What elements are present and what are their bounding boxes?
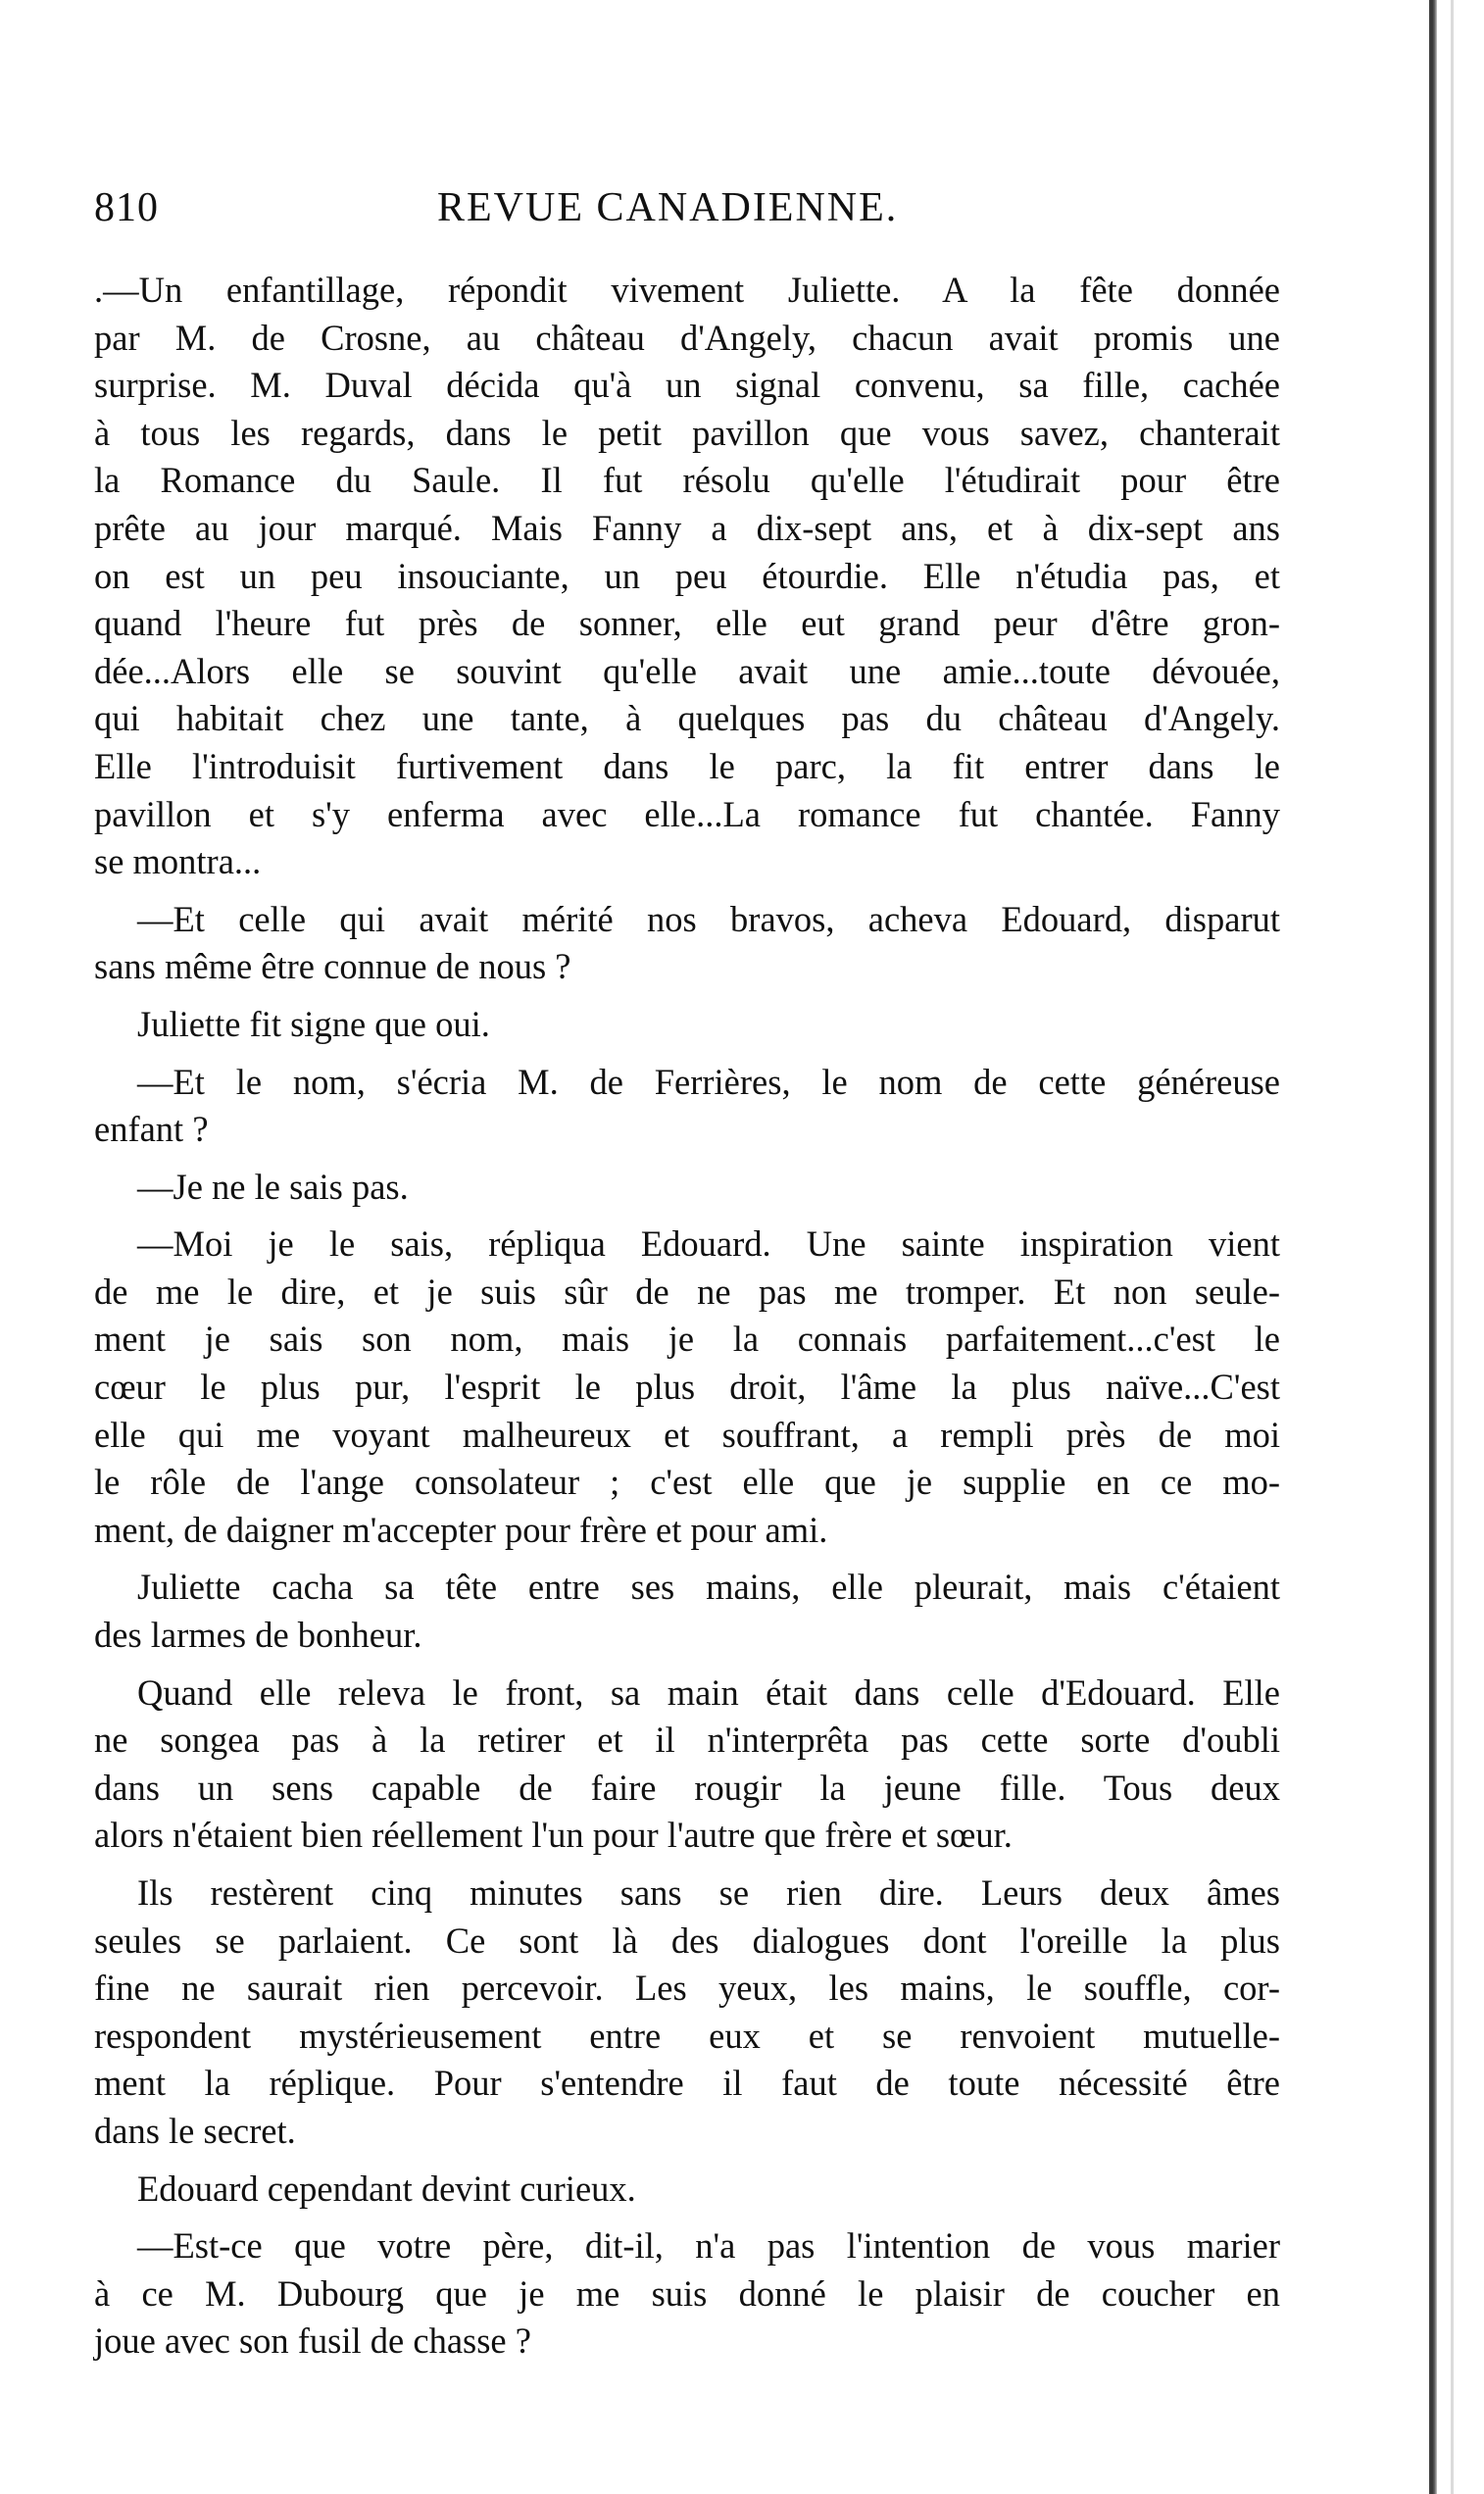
text-line: dans un sens capable de faire rougir la jeune fille. Tous deux <box>94 1767 1280 1808</box>
paragraph <box>94 2222 1280 2366</box>
text-line: Juliette cacha sa tête entre ses mains, elle pleurait, mais c'étaient <box>137 1567 1280 1608</box>
text-line: quand l'heure fut près de sonner, elle eut grand peur d'être gron- <box>94 603 1280 644</box>
text-line: alors n'étaient bien réellement l'un pour l'autre que frère et sœur. <box>94 1815 1013 1856</box>
text-line: de me le dire, et je suis sûr de ne pas me tromper. Et non seule- <box>94 1271 1280 1312</box>
text-line: se montra... <box>94 841 262 882</box>
running-title: REVUE CANADIENNE. <box>437 185 899 230</box>
text-line: ment la réplique. Pour s'entendre il faut de toute nécessité être <box>94 2063 1280 2104</box>
binding-shadow <box>1451 0 1454 2494</box>
text-line: ne songea pas à la retirer et il n'interprêta pas cette sorte d'oubli <box>94 1720 1280 1761</box>
text-line: —Et le nom, s'écria M. de Ferrières, le nom de cette généreuse <box>137 1061 1280 1102</box>
paragraph <box>94 2166 1280 2214</box>
text-line: Juliette fit signe que oui. <box>137 1003 490 1044</box>
paragraph <box>94 1221 1280 1554</box>
paragraph <box>94 1001 1280 1049</box>
text-line: surprise. M. Duval décida qu'à un signal convenu, sa fille, cachée <box>94 365 1280 406</box>
text-line: —Moi je le sais, répliqua Edouard. Une sainte inspiration vient <box>137 1223 1280 1265</box>
page-number: 810 <box>94 185 159 230</box>
text-line: des larmes de bonheur. <box>94 1615 422 1656</box>
text-line: dans le secret. <box>94 2110 296 2151</box>
text-line: seules se parlaient. Ce sont là des dialogues dont l'oreille la plus <box>94 1920 1280 1961</box>
text-line: qui habitait chez une tante, à quelques pas du château d'Angely. <box>94 698 1280 739</box>
text-line: sans même être connue de nous ? <box>94 946 571 987</box>
text-line: ment, de daigner m'accepter pour frère et pour ami. <box>94 1509 828 1550</box>
text-line: —Et celle qui avait mérité nos bravos, acheva Edouard, disparut <box>137 898 1280 939</box>
paragraph <box>94 1059 1280 1154</box>
text-line: cœur le plus pur, l'esprit le plus droit, l'âme la plus naïve...C'est <box>94 1367 1280 1408</box>
text-line: —Est-ce que votre père, dit-il, n'a pas l'intention de vous marier <box>137 2225 1280 2267</box>
text-line: joue avec son fusil de chasse ? <box>94 2320 531 2362</box>
text-line: Ils restèrent cinq minutes sans se rien dire. Leurs deux âmes <box>137 1872 1280 1913</box>
paragraph <box>94 1870 1280 2156</box>
text-line: la Romance du Saule. Il fut résolu qu'elle l'étudirait pour être <box>94 460 1280 501</box>
text-line: prête au jour marqué. Mais Fanny a dix-sept ans, et à dix-sept ans <box>94 507 1280 548</box>
page-header <box>94 184 1310 243</box>
paragraph <box>94 1564 1280 1659</box>
text-line: fine ne saurait rien percevoir. Les yeux, les mains, le souffle, cor- <box>94 1968 1280 2009</box>
text-line: dée...Alors elle se souvint qu'elle avait une amie...toute dévouée, <box>94 650 1280 691</box>
binding-edge <box>1429 0 1437 2494</box>
paragraph <box>94 267 1280 886</box>
paragraph <box>94 1670 1280 1860</box>
text-line: pavillon et s'y enferma avec elle...La romance fut chantée. Fanny <box>94 793 1280 834</box>
paragraph <box>94 896 1280 991</box>
text-line: enfant ? <box>94 1109 209 1150</box>
text-line: Elle l'introduisit furtivement dans le parc, la fit entrer dans le <box>94 745 1280 786</box>
text-line: ment je sais son nom, mais je la connais parfaitement...c'est le <box>94 1319 1280 1360</box>
text-line: respondent mystérieusement entre eux et se renvoient mutuelle- <box>94 2015 1280 2056</box>
text-line: elle qui me voyant malheureux et souffrant, a rempli près de moi <box>94 1414 1280 1455</box>
text-line: Quand elle releva le front, sa main était dans celle d'Edouard. Elle <box>137 1671 1280 1713</box>
text-line: le rôle de l'ange consolateur ; c'est elle que je supplie en ce mo- <box>94 1462 1280 1503</box>
text-line: —Je ne le sais pas. <box>137 1166 409 1207</box>
text-line: Edouard cependant devint curieux. <box>137 2168 636 2209</box>
body-text <box>94 267 1280 2375</box>
text-line: on est un peu insouciante, un peu étourdie. Elle n'étudia pas, et <box>94 555 1280 596</box>
paragraph <box>94 1164 1280 1212</box>
text-line: par M. de Crosne, au château d'Angely, chacun avait promis une <box>94 317 1280 358</box>
text-line: .—Un enfantillage, répondit vivement Juliette. A la fête donnée <box>94 270 1280 310</box>
text-line: à ce M. Dubourg que je me suis donné le plaisir de coucher en <box>94 2272 1280 2314</box>
text-line: à tous les regards, dans le petit pavillon que vous savez, chanterait <box>94 412 1280 453</box>
